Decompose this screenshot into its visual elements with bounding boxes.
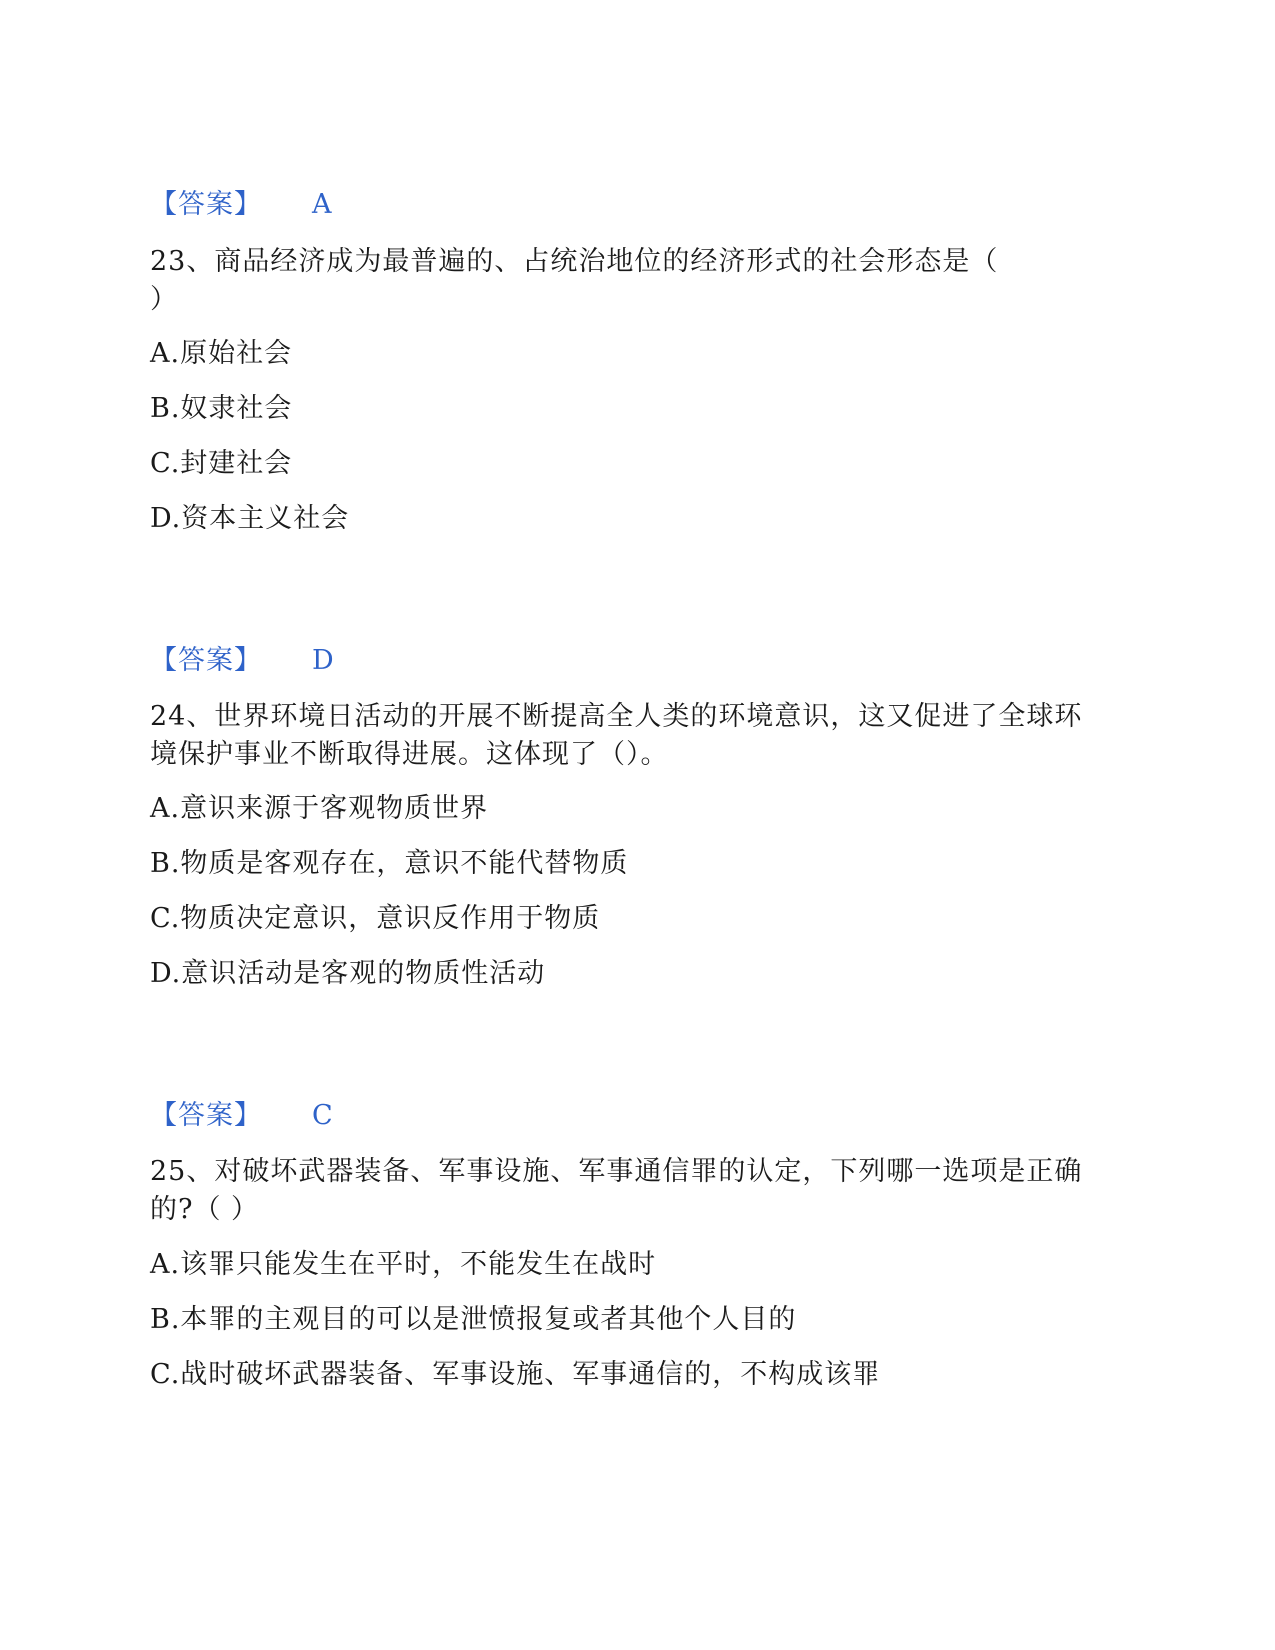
answer-value: A: [312, 189, 332, 220]
option-25-c: C.战时破坏武器装备、军事设施、军事通信的，不构成该罪: [150, 1359, 881, 1390]
option-25-a: A.该罪只能发生在平时，不能发生在战时: [150, 1249, 657, 1280]
option-23-d: D.资本主义社会: [150, 503, 350, 534]
question-23-line-1: 23、商品经济成为最普遍的、占统治地位的经济形式的社会形态是（: [150, 246, 999, 277]
question-25-line-1: 25、对破坏武器装备、军事设施、军事通信罪的认定，下列哪一选项是正确: [150, 1156, 1083, 1187]
option-25-b: B.本罪的主观目的可以是泄愤报复或者其他个人目的: [150, 1304, 797, 1335]
answer-label: 【答案】: [150, 645, 262, 676]
question-24-line-1: 24、世界环境日活动的开展不断提高全人类的环境意识，这又促进了全球环: [150, 701, 1083, 732]
answer-label: 【答案】: [150, 189, 262, 220]
option-24-d: D.意识活动是客观的物质性活动: [150, 958, 546, 989]
option-23-a: A.原始社会: [150, 338, 293, 369]
option-24-b: B.物质是客观存在，意识不能代替物质: [150, 848, 629, 879]
answer-24: [150, 1099, 333, 1133]
option-23-c: C.封建社会: [150, 448, 293, 479]
question-24-line-2: 境保护事业不断取得进展。这体现了（）。: [150, 739, 669, 770]
answer-23: [150, 644, 334, 678]
answer-label: 【答案】: [150, 1100, 262, 1131]
option-23-b: B.奴隶社会: [150, 393, 293, 424]
option-24-a: A.意识来源于客观物质世界: [150, 793, 489, 824]
answer-value: C: [312, 1100, 333, 1131]
question-23-line-2: ）: [150, 284, 178, 315]
question-25-line-2: 的?（ ）: [150, 1194, 260, 1225]
answer-22: [150, 188, 332, 222]
option-24-c: C.物质决定意识，意识反作用于物质: [150, 903, 601, 934]
answer-value: D: [312, 645, 334, 676]
